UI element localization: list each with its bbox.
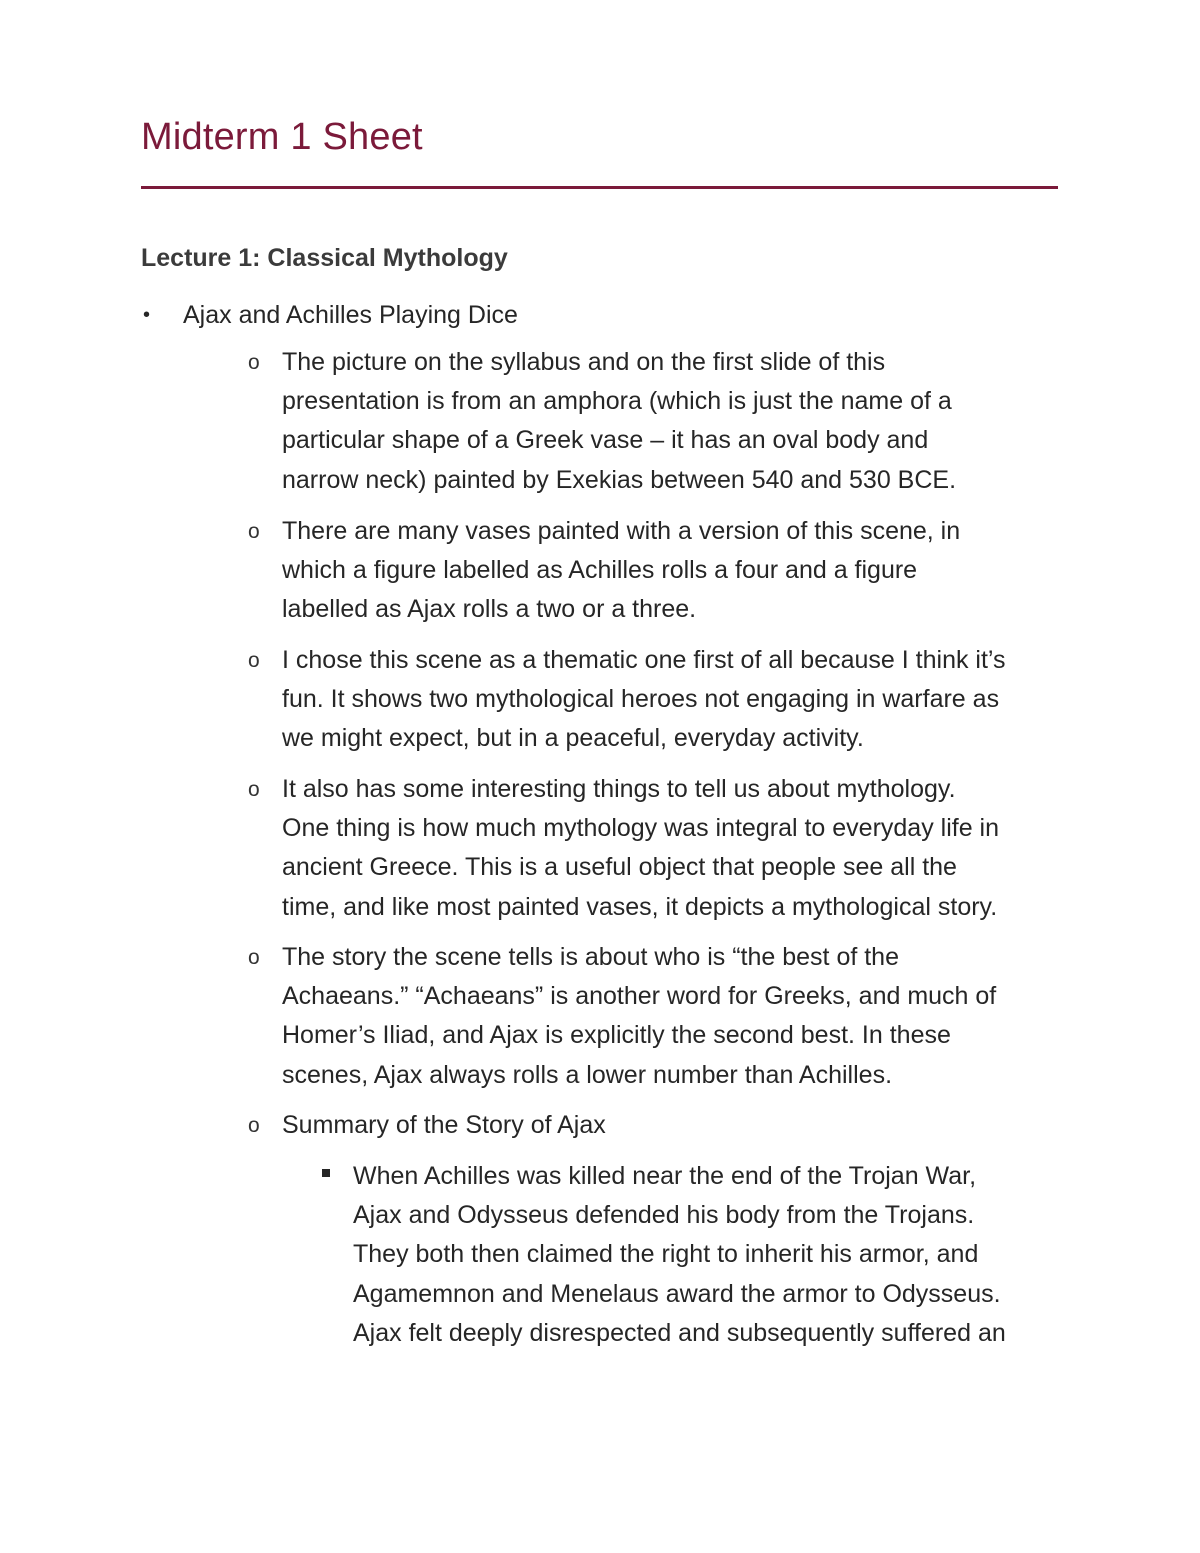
sub-item-text bbox=[282, 641, 1072, 759]
sub-item-text bbox=[282, 938, 1072, 1095]
text-line: Agamemnon and Menelaus award the armor to Odysseus. bbox=[353, 1279, 1001, 1308]
bullet-marker: • bbox=[143, 304, 151, 326]
sub-bullet-marker: o bbox=[248, 520, 260, 543]
text-line: Ajax felt deeply disrespected and subsequently suffered an bbox=[353, 1318, 1006, 1347]
square-bullet-icon bbox=[322, 1169, 330, 1177]
text-line: I chose this scene as a thematic one first of all because I think it’s bbox=[282, 646, 1006, 674]
sub-bullet-marker: o bbox=[248, 1114, 260, 1137]
sub-sub-item-text bbox=[353, 1157, 1078, 1353]
text-line: ancient Greece. This is a useful object that people see all the bbox=[282, 853, 957, 882]
text-line: time, and like most painted vases, it depicts a mythological story. bbox=[282, 892, 998, 921]
text-line: presentation is from an amphora (which is just the name of a bbox=[282, 387, 952, 416]
text-line: scenes, Ajax always rolls a lower number than Achilles. bbox=[282, 1060, 893, 1089]
sub-item-best-of-achaeans bbox=[245, 938, 1075, 1095]
text-line: labelled as Ajax rolls a two or a three. bbox=[282, 595, 697, 624]
text-line: The story the scene tells is about who is “the best of the bbox=[282, 943, 899, 971]
lecture-heading: Lecture 1: Classical Mythology bbox=[141, 244, 508, 272]
sub-item-many-vases bbox=[245, 512, 1075, 630]
sub-bullet-marker: o bbox=[248, 946, 260, 969]
text-line: particular shape of a Greek vase – it has an oval body and bbox=[282, 426, 929, 455]
text-line: Homer’s Iliad, and Ajax is explicitly the second best. In these bbox=[282, 1021, 951, 1050]
sub-item-thematic-scene bbox=[245, 641, 1075, 759]
text-line: It also has some interesting things to tell us about mythology. bbox=[282, 775, 956, 803]
sub-bullet-marker: o bbox=[248, 778, 260, 801]
text-line: They both then claimed the right to inherit his armor, and bbox=[353, 1240, 979, 1269]
text-line: narrow neck) painted by Exekias between 540 and 530 BCE. bbox=[282, 465, 957, 494]
title-underline-divider bbox=[141, 186, 1058, 189]
sub-item-text bbox=[282, 770, 1072, 927]
text-line: Summary of the Story of Ajax bbox=[282, 1111, 606, 1139]
bullet-text: Ajax and Achilles Playing Dice bbox=[183, 301, 518, 329]
sub-bullet-marker: o bbox=[248, 351, 260, 374]
text-line: Ajax and Odysseus defended his body from the Trojans. bbox=[353, 1201, 975, 1230]
text-line: When Achilles was killed near the end of the Trojan War, bbox=[353, 1162, 977, 1190]
document-title: Midterm 1 Sheet bbox=[141, 116, 423, 158]
text-line: There are many vases painted with a version of this scene, in bbox=[282, 517, 961, 545]
text-line: Achaeans.” “Achaeans” is another word for Greeks, and much of bbox=[282, 982, 997, 1011]
sub-sub-item-achilles-killed bbox=[318, 1157, 1078, 1353]
sub-item-amphora bbox=[245, 343, 1075, 500]
sub-item-summary-ajax bbox=[245, 1106, 1075, 1145]
text-line: One thing is how much mythology was integral to everyday life in bbox=[282, 814, 1000, 843]
sub-item-text bbox=[282, 1106, 1072, 1145]
text-line: we might expect, but in a peaceful, everyday activity. bbox=[282, 724, 864, 753]
text-line: fun. It shows two mythological heroes not engaging in warfare as bbox=[282, 685, 1000, 714]
text-line: The picture on the syllabus and on the first slide of this bbox=[282, 348, 886, 376]
sub-item-text bbox=[282, 512, 1072, 630]
text-line: which a figure labelled as Achilles rolls a four and a figure bbox=[282, 556, 918, 585]
sub-item-text bbox=[282, 343, 1072, 500]
sub-bullet-marker: o bbox=[248, 649, 260, 672]
sub-item-interesting-things bbox=[245, 770, 1075, 927]
